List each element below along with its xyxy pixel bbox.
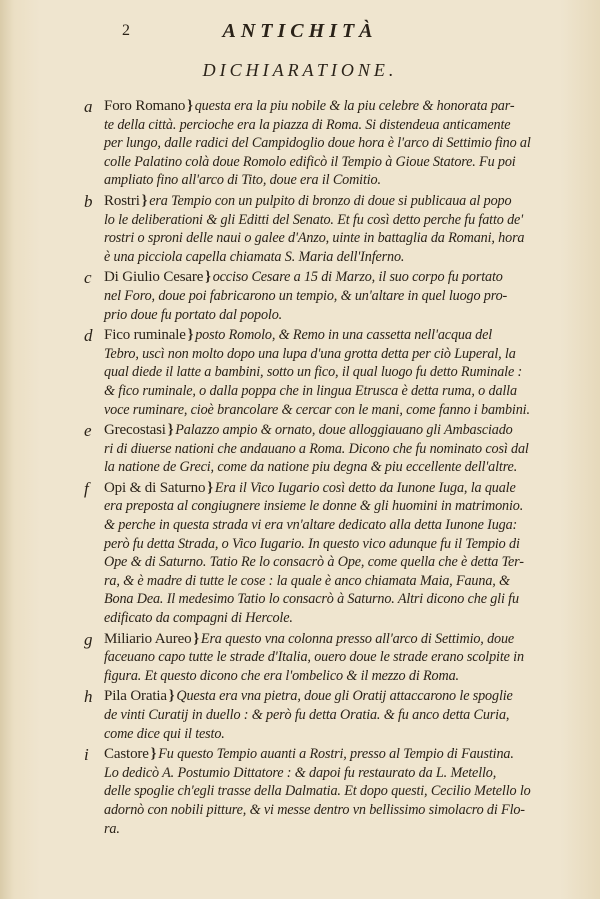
entry-term: Di Giulio Cesare bbox=[104, 269, 204, 286]
section-title: DICHIARATIONE. bbox=[202, 60, 398, 80]
entry-term: Castore bbox=[104, 746, 149, 763]
glossary-entry bbox=[82, 421, 572, 477]
entry-text: Era questo vna colonna presso all'arco di Settimio, doue bbox=[200, 630, 515, 647]
entry-line: però fu detta Strada, o Vico Iugario. In questo vico adunque fu il Tempio di bbox=[104, 535, 520, 552]
entry-text: occiso Cesare a 15 di Marzo, il suo corpo fu portato bbox=[212, 269, 503, 286]
entry-term: Rostri bbox=[104, 192, 140, 209]
entry-text: Fu questo Tempio auanti a Rostri, presso al Tempio di Faustina. bbox=[158, 746, 514, 763]
entry-line: rostri o sproni delle naui o galee d'Anzo, uinte in battaglia da Romani, hora bbox=[104, 230, 525, 247]
entry-line: è una picciola capella chiamata S. Maria dell'Inferno. bbox=[104, 248, 405, 265]
entry-term: Miliario Aureo bbox=[104, 630, 192, 647]
glossary-entry bbox=[82, 630, 572, 686]
entry-line: Bona Dea. Il medesimo Tatio lo consacrò à Saturno. Altri dicono che gli fu bbox=[104, 591, 519, 608]
entry-line: per lungo, dalle radici del Campidoglio doue hora è l'arco di Settimio fino al bbox=[104, 135, 531, 152]
glossary-entry bbox=[82, 97, 572, 190]
entry-line: & fico ruminale, o dalla poppa che in lingua Etrusca è detta ruma, o dalla bbox=[104, 382, 517, 399]
entry-letter: c bbox=[84, 268, 92, 288]
entry-line: & perche in questa strada vi era vn'altare dedicato alla detta Iunone Iuga: bbox=[104, 517, 518, 534]
entry-term: Opi & di Saturno bbox=[104, 479, 206, 496]
running-head: ANTICHITÀ bbox=[222, 20, 378, 42]
entry-line: colle Palatino colà doue Romolo edificò il Tempio à Gioue Statore. Fu poi bbox=[104, 153, 516, 170]
entry-letter: i bbox=[84, 745, 89, 765]
entry-first-line bbox=[104, 630, 572, 649]
entry-line: qual diede il latte a bambini, sotto un fico, il qual luogo fu detto Ruminale : bbox=[104, 364, 523, 381]
entry-letter: h bbox=[84, 687, 93, 707]
brace-icon: } bbox=[168, 688, 175, 705]
entry-text: Palazzo ampio & ornato, doue alloggiauano gli Ambasciado bbox=[175, 422, 513, 439]
entry-line: Tebro, uscì non molto dopo una lupa d'una grotta detta per ciò Luperal, la bbox=[104, 345, 516, 362]
brace-icon: } bbox=[187, 327, 194, 344]
entry-term: Foro Romano bbox=[104, 98, 186, 114]
brace-icon: } bbox=[205, 269, 211, 286]
entry-first-line bbox=[104, 745, 572, 764]
entry-term: Grecostasi bbox=[104, 422, 166, 439]
entry-first-line bbox=[104, 192, 572, 211]
glossary-entry bbox=[82, 745, 572, 838]
entry-line: de vinti Curatij in duello : & però fu detta Oratia. & fu anco detta Curia, bbox=[104, 707, 510, 723]
entry-text: posto Romolo, & Remo in una cassetta nell'acqua del bbox=[195, 327, 493, 344]
entry-first-line bbox=[104, 421, 572, 440]
brace-icon: } bbox=[187, 98, 193, 114]
entry-line: lo le deliberationi & gli Editti del Senato. Et fu così detto perche fu fatto de' bbox=[104, 211, 524, 228]
entry-letter: a bbox=[84, 97, 93, 116]
entry-line: era preposta al congiugnere insieme le donne & gli huomini in matrimonio. bbox=[104, 498, 524, 515]
entry-letter: d bbox=[84, 326, 93, 346]
entry-first-line bbox=[104, 326, 572, 345]
entry-text: Era il Vico Iugario così detto da Iunone Iuga, la quale bbox=[214, 479, 516, 496]
entry-line: la natione de Greci, come da natione piu degna & piu eccellente dell'altre. bbox=[104, 459, 518, 476]
entry-line: ra. bbox=[104, 820, 120, 837]
glossary-entries bbox=[82, 97, 572, 840]
entry-line: nel Foro, doue poi fabricarono un tempio, & un'altare in quel luogo pro- bbox=[104, 287, 508, 304]
entry-text: era Tempio con un pulpito di bronzo di doue si publicaua al popo bbox=[149, 192, 512, 209]
entry-line: ra, & è madre di tutte le cose : la quale è anco chiamata Maia, Fauna, & bbox=[104, 572, 510, 589]
entry-term: Fico ruminale bbox=[104, 327, 186, 344]
entry-line: ri di diuerse nationi che andauano a Roma. Dicono che fu nominato così dal bbox=[104, 440, 529, 457]
entry-line: ampliato fino all'arco di Tito, doue era il Comitio. bbox=[104, 172, 381, 189]
entry-line: figura. Et questo dicono che era l'ombelico & il mezzo di Roma. bbox=[104, 667, 459, 684]
glossary-entry bbox=[82, 268, 572, 324]
entry-line: delle spoglie ch'egli trasse della Dalmatia. Et dopo questi, Cecilio Metello lo bbox=[104, 783, 531, 800]
entry-first-line bbox=[104, 687, 572, 706]
entry-line: voce ruminare, cioè brancolare & cercar con le mani, come fanno i bambini. bbox=[104, 401, 530, 418]
entry-letter: g bbox=[84, 629, 93, 649]
brace-icon: } bbox=[141, 192, 148, 209]
entry-letter: b bbox=[84, 191, 93, 211]
brace-icon: } bbox=[150, 746, 157, 763]
entry-line: come dice qui il testo. bbox=[104, 725, 225, 742]
page-number: 2 bbox=[122, 22, 130, 39]
glossary-entry bbox=[82, 479, 572, 628]
entry-line: te della città. percioche era la piazza di Roma. Si distendeua anticamente bbox=[104, 116, 511, 133]
glossary-entry bbox=[82, 192, 572, 266]
entry-line: faceuano capo tutte le strade d'Italia, ouero doue le strade erano scolpite in bbox=[104, 649, 524, 666]
entry-text: questa era la piu nobile & la piu celebre & honorata par- bbox=[194, 98, 515, 114]
brace-icon: } bbox=[193, 630, 199, 647]
entry-first-line bbox=[104, 479, 572, 498]
brace-icon: } bbox=[167, 422, 174, 439]
entry-line: adornò con nobili pitture, & vi messe dentro vn bellissimo simolacro di Flo- bbox=[104, 801, 525, 818]
brace-icon: } bbox=[207, 479, 213, 496]
entry-first-line bbox=[104, 268, 572, 287]
entry-term: Pila Oratia bbox=[104, 688, 167, 705]
entry-first-line bbox=[104, 97, 572, 116]
entry-text: Questa era vna pietra, doue gli Oratij attaccarono le spoglie bbox=[176, 688, 513, 705]
entry-line: Ope & di Saturno. Tatio Re lo consacrò à Ope, come quella che è detta Ter- bbox=[104, 554, 524, 571]
entry-line: prio doue fu portato dal popolo. bbox=[104, 306, 283, 323]
entry-line: edificato da compagni di Hercole. bbox=[104, 610, 293, 627]
entry-letter: e bbox=[84, 421, 92, 441]
glossary-entry bbox=[82, 326, 572, 419]
glossary-entry bbox=[82, 687, 572, 743]
entry-line: Lo dedicò A. Postumio Dittatore : & dapoi fu restaurato da L. Metello, bbox=[104, 764, 497, 781]
entry-letter: f bbox=[84, 478, 89, 498]
